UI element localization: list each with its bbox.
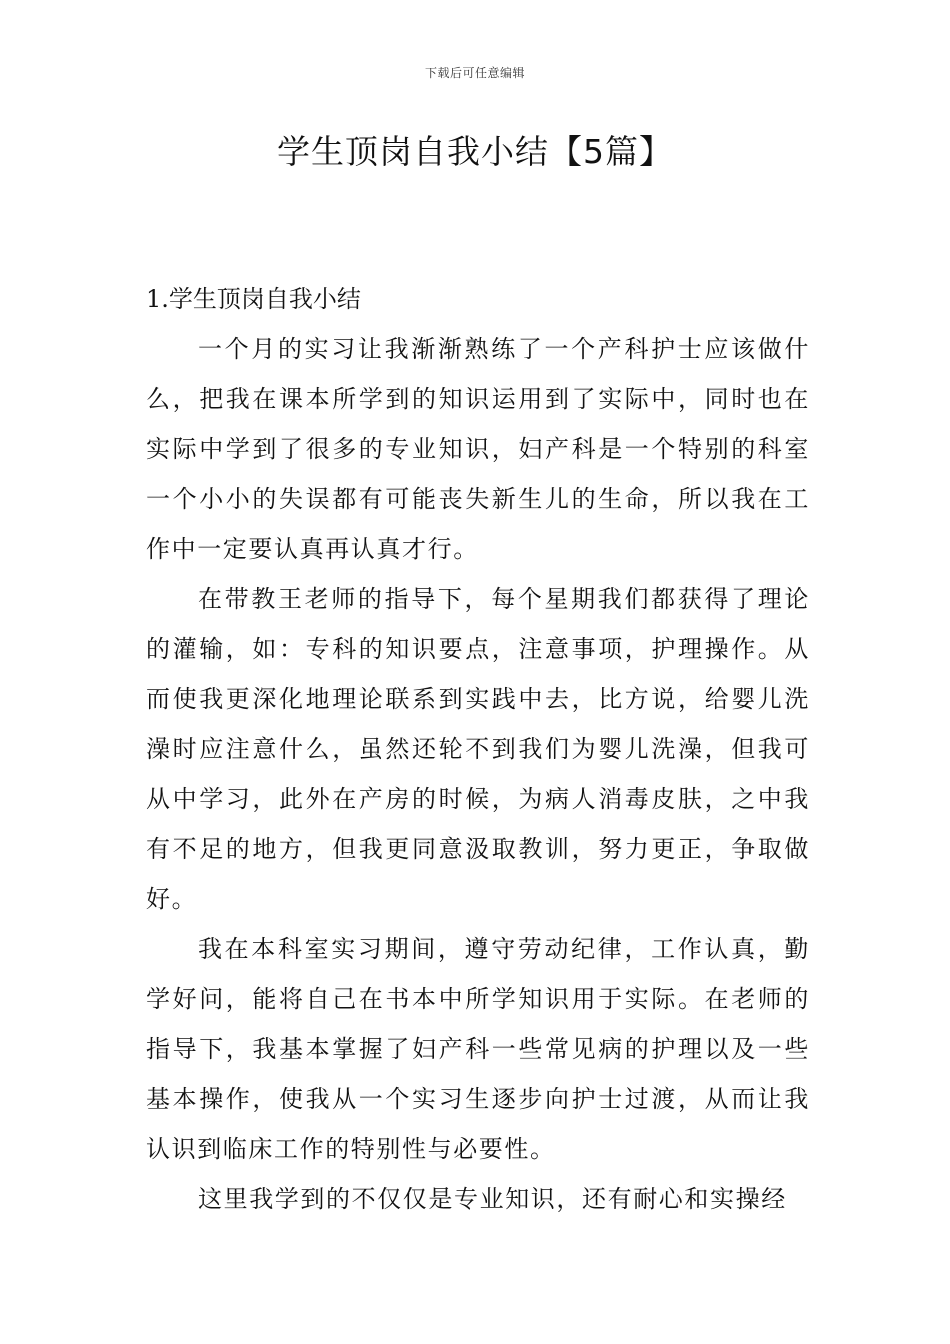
document-body <box>146 274 810 1224</box>
body-paragraph: 一个月的实习让我渐渐熟练了一个产科护士应该做什么，把我在课本所学到的知识运用到了实际中，同时也在实际中学到了很多的专业知识，妇产科是一个特别的科室一个小小的失误都有可能丧失新生儿的生命，所以我在工作中一定要认真再认真才行。 <box>146 335 810 563</box>
body-paragraph: 在带教王老师的指导下，每个星期我们都获得了理论的灌输，如：专科的知识要点，注意事项，护理操作。从而使我更深化地理论联系到实践中去，比方说，给婴儿洗澡时应注意什么，虽然还轮不到我们为婴儿洗澡，但我可从中学习，此外在产房的时候，为病人消毒皮肤，之中我有不足的地方，但我更同意汲取教训，努力更正，争取做好。 <box>146 585 810 913</box>
section-heading: 1.学生顶岗自我小结 <box>146 285 361 313</box>
body-paragraph: 这里我学到的不仅仅是专业知识，还有耐心和实操经 <box>198 1185 787 1213</box>
body-paragraph: 我在本科室实习期间，遵守劳动纪律，工作认真，勤学好问，能将自己在书本中所学知识用于实际。在老师的指导下，我基本掌握了妇产科一些常见病的护理以及一些基本操作，使我从一个实习生逐步向护士过渡，从而让我认识到临床工作的特别性与必要性。 <box>146 935 810 1163</box>
document-title: 学生顶岗自我小结【5篇】 <box>277 132 673 171</box>
header-note: 下载后可任意编辑 <box>424 66 525 80</box>
